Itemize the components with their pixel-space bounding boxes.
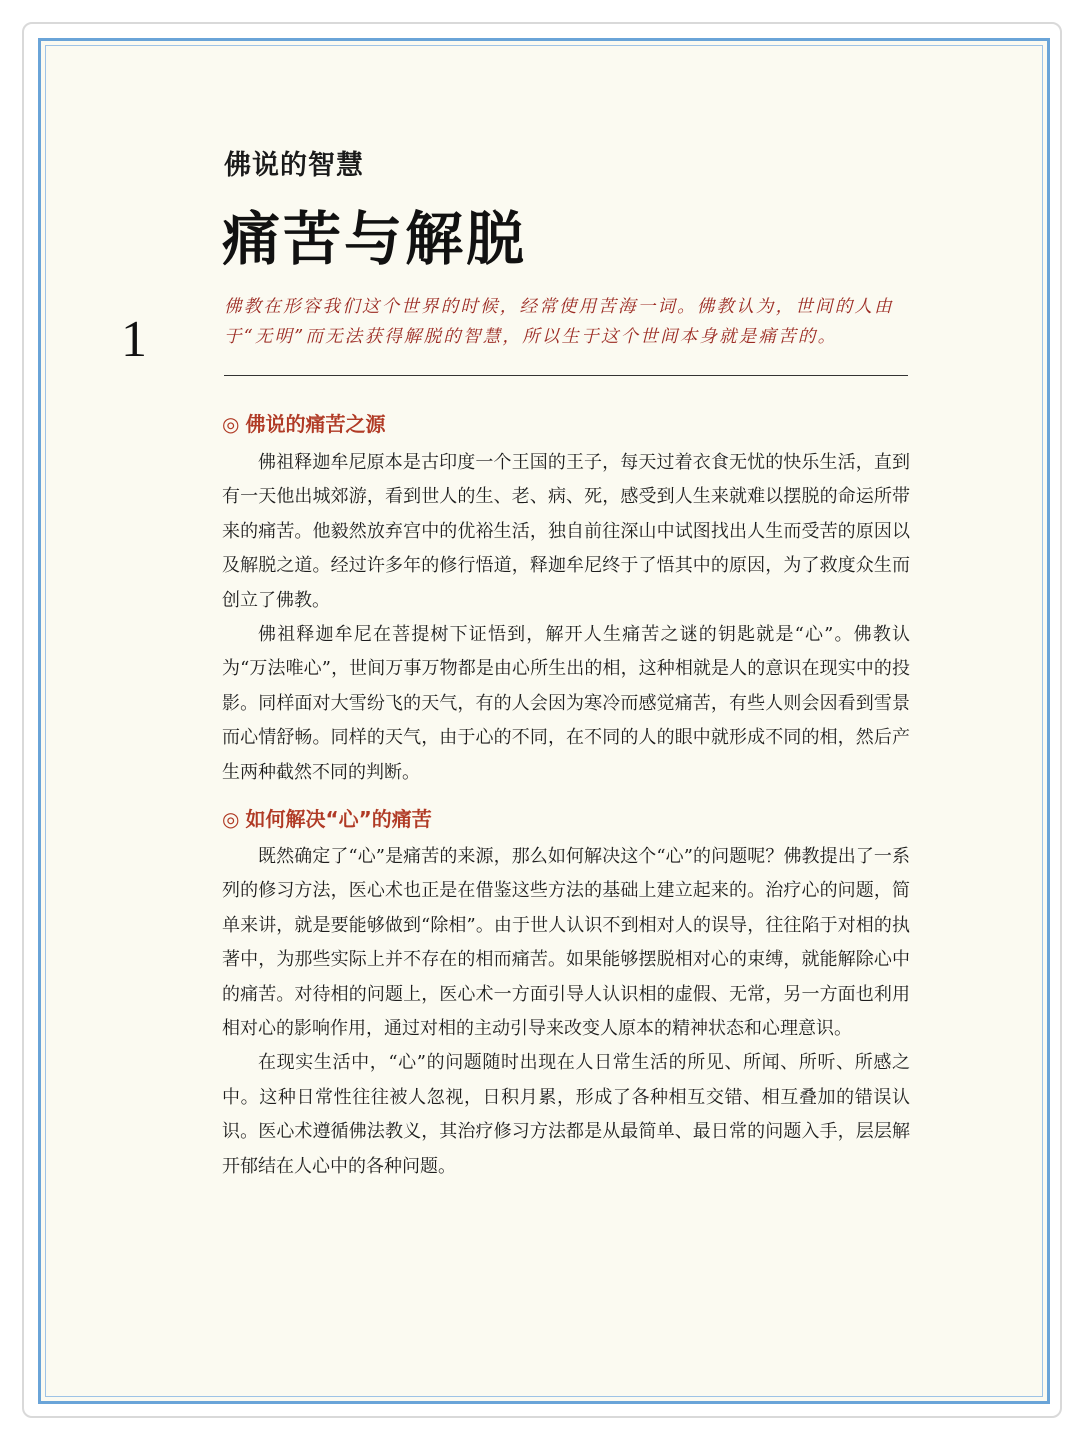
chapter-intro: 佛教在形容我们这个世界的时候，经常使用苦海一词。佛教认为，世间的人由于“无明”而无法获得解脱的智慧，所以生于这个世间本身就是痛苦的。 [224,297,894,347]
paragraph: 佛祖释迦牟尼在菩提树下证悟到，解开人生痛苦之谜的钥匙就是“心”。佛教认为“万法唯心”，世间万事万物都是由心所生出的相，这种相就是人的意识在现实中的投影。同样面对大雪纷飞的天气，有的人会因为寒冷而感觉痛苦，有些人则会因看到雪景而心情舒畅。同样的天气，由于心的不同，在不同的人的眼中就形成不同的相，然后产生两种截然不同的判断。 [222,624,910,783]
bullseye-icon: ◎ [222,807,240,831]
paragraph: 既然确定了“心”是痛苦的来源，那么如何解决这个“心”的问题呢？佛教提出了一系列的修习方法，医心术也正是在借鉴这些方法的基础上建立起来的。治疗心的问题，简单来讲，就是要能够做到“除相”。由于世人认识不到相对人的误导，往往陷于对相的执著中，为那些实际上并不存在的相而痛苦。如果能够摆脱相对心的束缚，就能解除心中的痛苦。对待相的问题上，医心术一方面引导人认识相的虚假、无常，另一方面也利用相对心的影响作用，通过对相的主动引导来改变人原本的精神状态和心理意识。 [222,846,910,1040]
section-heading-resolve-mind-suffering [222,803,432,832]
section-body-source-of-suffering [222,446,910,790]
bullseye-icon: ◎ [222,412,240,436]
chapter-title: 痛苦与解脱 [222,205,528,273]
section-heading-source-of-suffering [222,408,385,437]
section-heading-text: 如何解决“心”的痛苦 [245,807,432,831]
section-body-resolve-mind-suffering [222,840,910,1184]
section-heading-text: 佛说的痛苦之源 [245,412,386,436]
series-title: 佛说的智慧 [224,150,364,181]
divider-line [224,375,908,376]
paragraph: 在现实生活中，“心”的问题随时出现在人日常生活的所见、所闻、所听、所感之中。这种日常性往往被人忽视，日积月累，形成了各种相互交错、相互叠加的错误认识。医心术遵循佛法教义，其治疗修习方法都是从最简单、最日常的问题入手，层层解开郁结在人心中的各种问题。 [222,1052,910,1177]
paragraph: 佛祖释迦牟尼原本是古印度一个王国的王子，每天过着衣食无忧的快乐生活，直到有一天他出城郊游，看到世人的生、老、病、死，感受到人生来就难以摆脱的命运所带来的痛苦。他毅然放弃宫中的优裕生活，独自前往深山中试图找出人生而受苦的原因以及解脱之道。经过许多年的修行悟道，释迦牟尼终于了悟其中的原因，为了救度众生而创立了佛教。 [222,452,910,611]
chapter-number: 1 [121,311,147,368]
